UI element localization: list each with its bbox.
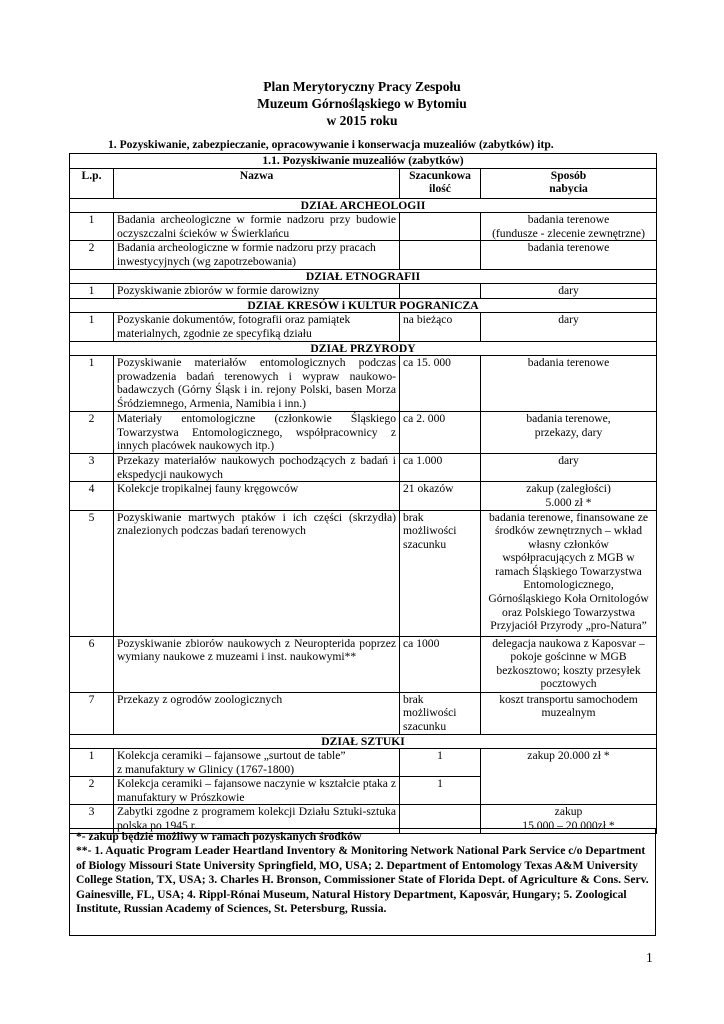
header-method: Sposób nabycia [481,168,657,198]
table-caption: 1.1. Pozyskiwanie muzealiów (zabytków) [70,154,657,169]
table-row: 1 Pozyskanie dokumentów, fotografii oraz pamiątek materialnych, zgodnie ze specyfiką działu na bieżąco dary [70,313,657,341]
footnote-star: *- zakup będzie możliwy w ramach pozyskanych środków [76,830,362,843]
table-row: 2 Materiały entomologiczne (członkowie Śląskiego Towarzystwa Entomologicznego, współpracownicy z innych placówek naukowych itp.) ca 2. 000 badania terenowe, przekazy, dary [70,412,657,454]
table-row: 7 Przekazy z ogrodów zoologicznych brak możliwości szacunku koszt transportu samochodem muzealnym [70,692,657,734]
header-qty: Szacunkowa ilość [400,168,481,198]
table-row: 3 Zabytki zgodne z programem kolekcji Działu Sztuki-sztuka polska po 1945 r. zakup 15.000 – 20.000zł * [70,805,657,833]
table-header-row [70,168,657,198]
table-row: 4 Kolekcje tropikalnej fauny kręgowców 21 okazów zakup (zaległości) 5.000 zł * [70,482,657,510]
acquisitions-table [69,153,657,834]
header-lp: L.p. [70,168,114,198]
table-row: 6 Pozyskiwanie zbiorów naukowych z Neuropterida poprzez wymiany naukowe z muzeami i inst. naukowymi** ca 1000 delegacja naukowa z Kaposvar – pokoje gościnne w MGB bezkosztowo; koszty przesyłek pocztowych [70,636,657,692]
title-line-2: Muzeum Górnośląskiego w Bytomiu [257,96,467,111]
department-art: DZIAŁ SZTUKI [70,734,657,749]
header-name: Nazwa [114,168,400,198]
document-title [0,78,724,129]
title-line-3: w 2015 roku [326,113,398,128]
table-row: 2 Badania archeologiczne w formie nadzoru przy pracach inwestycyjnych (wg zapotrzebowania) badania terenowe [70,241,657,269]
footnotes-box [69,828,656,936]
section-heading: 1. Pozyskiwanie, zabezpieczanie, opracowywanie i konserwacja muzealiów (zabytków) itp. [108,138,554,151]
page-number: 1 [646,950,653,965]
department-ethnography: DZIAŁ ETNOGRAFII [70,269,657,284]
footnote-double-star: **- 1. Aquatic Program Leader Heartland Inventory & Monitoring Network National Park Service c/o Department of Biology Missouri State University Springfield, MO, USA; 2. Department of Entomology Texas A&M University College Station, TX, USA; 3. Charles H. Bronson, Commissioner State of Florida Dept. of Agriculture & Cons. Serv. Gainesville, FL, USA; 4. Rippl-Rónai Museum, Natural History Department, Kaposvár, Hungary; 5. Zoological Institute, Russian Academy of Sciences, St. Petersburg, Russia. [76,844,649,916]
table-row: 3 Przekazy materiałów naukowych pochodzących z badań i ekspedycji naukowych ca 1.000 dary [70,454,657,482]
table-row: 1 Pozyskiwanie materiałów entomologicznych podczas prowadzenia badań terenowych i wypraw naukowo-badawczych (Górny Śląsk i in. rejony Polski, basen Morza Śródziemnego, Armenia, Namibia i inn.) ca 15. 000 badania terenowe [70,356,657,412]
department-archeology: DZIAŁ ARCHEOLOGII [70,198,657,213]
table-row: 1 Badania archeologiczne w formie nadzoru przy budowie oczyszczalni ścieków w Świerklańcu badania terenowe (fundusze - zlecenie zewnętrzne) [70,213,657,241]
department-borderlands: DZIAŁ KRESÓW i KULTUR POGRANICZA [70,298,657,313]
title-line-1: Plan Merytoryczny Pracy Zespołu [263,79,461,94]
table-row: 5 Pozyskiwanie martwych ptaków i ich części (skrzydła) znalezionych podczas badań terenowych brak możliwości szacunku badania terenowe, finansowane ze środków zewnętrznych – wkład własny członków współpracujących z MGB w ramach Śląskiego Towarzystwa Entomologicznego, Górnośląskiego Koła Ornitologów oraz Polskiego Towarzystwa Przyjaciół Przyrody „pro-Natura” [70,510,657,636]
table-row: 1 Kolekcja ceramiki – fajansowe „surtout de table” z manufaktury w Glinicy (1767-1800) 1 zakup 20.000 zł * [70,749,657,777]
table-row: 2 Kolekcja ceramiki – fajansowe naczynie w kształcie ptaka z manufaktury w Prószkowie 1 [70,777,657,805]
department-nature: DZIAŁ PRZYRODY [70,341,657,356]
table-row: 1 Pozyskiwanie zbiorów w formie darowizny dary [70,284,657,299]
